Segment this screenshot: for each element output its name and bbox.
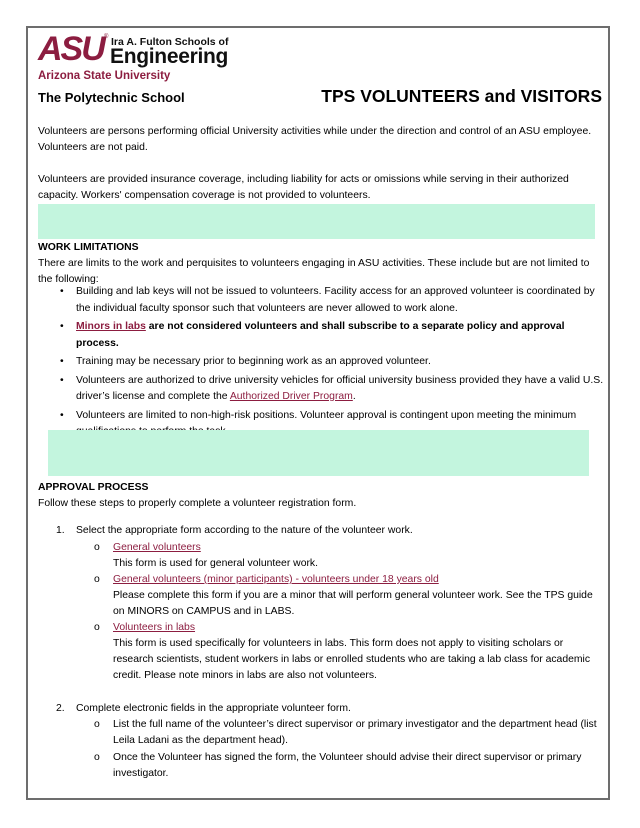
sub-bullet: o <box>94 719 100 730</box>
sub-bullet: o <box>94 574 100 585</box>
school-name: The Polytechnic School <box>38 90 185 105</box>
minors-in-labs-link[interactable]: Minors in labs <box>76 321 146 332</box>
bullet: • <box>60 409 64 421</box>
step-number: 2. <box>56 703 65 714</box>
instruction-text: List the full name of the volunteer’s direct supervisor or primary investigator and the department head (list Leila Ladani as the department head). <box>113 719 597 746</box>
work-limitations-heading: WORK LIMITATIONS <box>38 242 139 253</box>
form-option-general <box>94 540 604 572</box>
sub-bullet: o <box>94 622 100 633</box>
bullet-text: Training may be necessary prior to beginning work as an approved volunteer. <box>76 356 431 367</box>
bullet: • <box>60 286 64 297</box>
logo-university-name: Arizona State University <box>38 70 171 82</box>
bullet: • <box>60 374 64 386</box>
highlight-block-2 <box>48 430 589 476</box>
sub-bullet: o <box>94 542 100 553</box>
step-number: 1. <box>56 525 65 536</box>
bullet-text: are not considered volunteers and shall subscribe to a separate policy and approval process. <box>76 321 565 349</box>
instruction-text: Once the Volunteer has signed the form, the Volunteer should advise their direct supervisor or primary investigator. <box>113 752 582 779</box>
document-title: TPS VOLUNTEERS and VISITORS <box>321 86 602 106</box>
volunteers-in-labs-link[interactable]: Volunteers in labs <box>113 622 196 633</box>
sub-bullet: o <box>94 752 100 763</box>
bullet: • <box>60 356 64 367</box>
form-description: Please complete this form if you are a minor that will perform general volunteer work. See the TPS guide on MINORS on CAMPUS and in LABS. <box>113 590 593 617</box>
form-description: This form is used specifically for volunteers in labs. This form does not apply to visiting scholars or research scientists, student workers in labs or enrolled students who are taking a lab class for academic credit. Please note minors in labs are also not volunteers. <box>113 638 591 681</box>
approval-process-intro: Follow these steps to properly complete a volunteer registration form. <box>38 498 357 509</box>
form-description: This form is used for general volunteer work. <box>113 558 319 569</box>
intro-paragraph-2: Volunteers are provided insurance coverage, including liability for acts or omissions while serving in their authorized capacity. Workers' compensation coverage is not provided to volunteers. <box>38 174 569 201</box>
form-option-labs <box>94 620 604 684</box>
bullet-text: Volunteers are authorized to drive university vehicles for official university business provided they have a valid U.S. driver’s license and complete the <box>76 374 604 402</box>
logo-fulton-schools: Ira A. Fulton Schools of <box>111 36 229 48</box>
bullet: • <box>60 321 64 332</box>
bullet-text: Volunteers are limited to non-high-risk positions. Volunteer approval is contingent upon meeting the minimum <box>76 409 577 421</box>
list-item <box>38 354 604 371</box>
step-text: Select the appropriate form according to the nature of the volunteer work. <box>76 525 413 536</box>
authorized-driver-program-link[interactable]: Authorized Driver Program <box>229 391 353 402</box>
list-item <box>38 284 604 317</box>
step-text: Complete electronic fields in the appropriate volunteer form. <box>76 703 351 714</box>
logo-engineering: Engineering <box>110 45 229 68</box>
general-volunteers-minors-link[interactable]: General volunteers (minor participants) - volunteers under 18 years old <box>113 574 439 585</box>
asu-logo-mark: ASU <box>38 30 104 68</box>
bullet-text: Building and lab keys will not be issued to volunteers. Facility access for an approved volunteer is coordinated by the individual faculty sponsor such that volunteers are never allowed to work alone. <box>76 286 595 314</box>
form-option-minors <box>94 572 604 620</box>
bullet-text-end: . <box>352 391 356 402</box>
work-limitations-intro: There are limits to the work and perquisites to volunteers engaging in ASU activities. These include but are not limited to the following: <box>38 258 590 285</box>
step-2-instruction-2 <box>94 750 604 782</box>
highlight-block-1 <box>38 204 595 239</box>
intro-paragraph-1: Volunteers are persons performing official University activities while under the direction and control of an ASU employee. Volunteers are not paid. <box>38 126 592 153</box>
list-item <box>38 373 604 406</box>
asu-engineering-logo <box>38 32 238 84</box>
step-2-instruction-1 <box>94 717 604 749</box>
list-item <box>38 319 604 352</box>
trademark-symbol: ® <box>104 34 109 40</box>
approval-process-heading: APPROVAL PROCESS <box>38 482 149 493</box>
general-volunteers-link[interactable]: General volunteers <box>113 542 201 553</box>
